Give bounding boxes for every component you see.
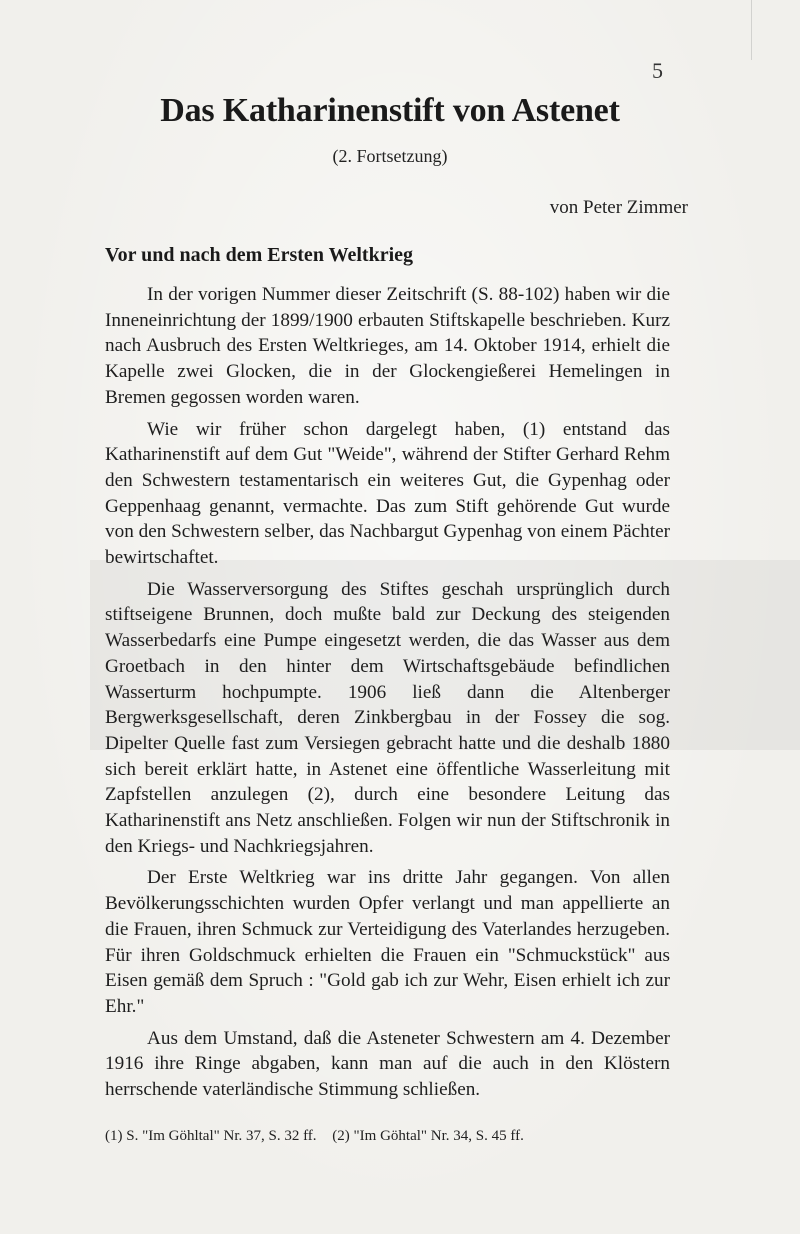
article-body xyxy=(105,282,670,1109)
section-heading: Vor und nach dem Ersten Weltkrieg xyxy=(105,244,413,266)
paragraph: In der vorigen Nummer dieser Zeitschrift (S. 88-102) haben wir die Inneneinrichtung der 1899/1900 erbauten Stiftskapelle beschrieben. Kurz nach Ausbruch des Ersten Weltkrieges, am 14. Oktober 1914, erhielt die Kapelle zwei Glocken, die in der Glockengießerei Hemelingen in Bremen gegossen worden waren. xyxy=(105,284,670,408)
footnote-1: (1) S. "Im Göhltal" Nr. 37, S. 32 ff. xyxy=(105,1128,317,1144)
page-number: 5 xyxy=(652,58,663,83)
paragraph: Der Erste Weltkrieg war ins dritte Jahr gegangen. Von allen Bevölkerungsschichten wurden Opfer verlangt und man appellierte an die Frauen, ihren Schmuck zur Verteidigung des Vaterlandes herzugeben. Für ihren Goldschmuck erhielten die Frauen ein "Schmuckstück" aus Eisen gemäß dem Spruch : "Gold gab ich zur Wehr, Eisen erhielt ich zur Ehr." xyxy=(105,867,670,1017)
article-subtitle: (2. Fortsetzung) xyxy=(332,146,448,166)
footnote-2: (2) "Im Göhtal" Nr. 34, S. 45 ff. xyxy=(332,1128,524,1144)
page-edge-mark xyxy=(751,0,752,60)
footnotes xyxy=(105,1128,670,1145)
paragraph: Die Wasserversorgung des Stiftes geschah ursprünglich durch stiftseigene Brunnen, doch mußte bald zur Deckung des steigenden Wasserbedarfs eine Pumpe eingesetzt werden, die das Wasser aus dem Groetbach in den hinter dem Wirtschaftsgebäude befindlichen Wasserturm hochpumpte. 1906 ließ dann die Altenberger Bergwerksgesellschaft, deren Zinkbergbau in der Fossey die sog. Dipelter Quelle fast zum Versiegen gebracht hatte und die deshalb 1880 sich bereit erklärt hatte, in Astenet eine öffentliche Wasserleitung mit Zapfstellen anzulegen (2), durch eine besondere Leitung das Katharinenstift ans Netz anschließen. Folgen wir nun der Stiftschronik in den Kriegs- und Nachkriegsjahren. xyxy=(105,578,670,857)
paragraph: Wie wir früher schon dargelegt haben, (1) entstand das Katharinenstift auf dem Gut "Weide", während der Stifter Gerhard Rehm den Schwestern testamentarisch ein weiteres Gut, die Gypenhag oder Geppenhaag genannt, vermachte. Das zum Stift gehörende Gut wurde von den Schwestern selber, das Nachbargut Gypenhag von einem Pächter bewirtschaftet. xyxy=(105,418,670,569)
paragraph: Aus dem Umstand, daß die Asteneter Schwestern am 4. Dezember 1916 ihre Ringe abgaben, kann man auf die auch in den Klöstern herrschende vaterländische Stimmung schließen. xyxy=(105,1027,670,1101)
article-title: Das Katharinenstift von Astenet xyxy=(160,92,620,129)
article-author: von Peter Zimmer xyxy=(549,197,688,218)
